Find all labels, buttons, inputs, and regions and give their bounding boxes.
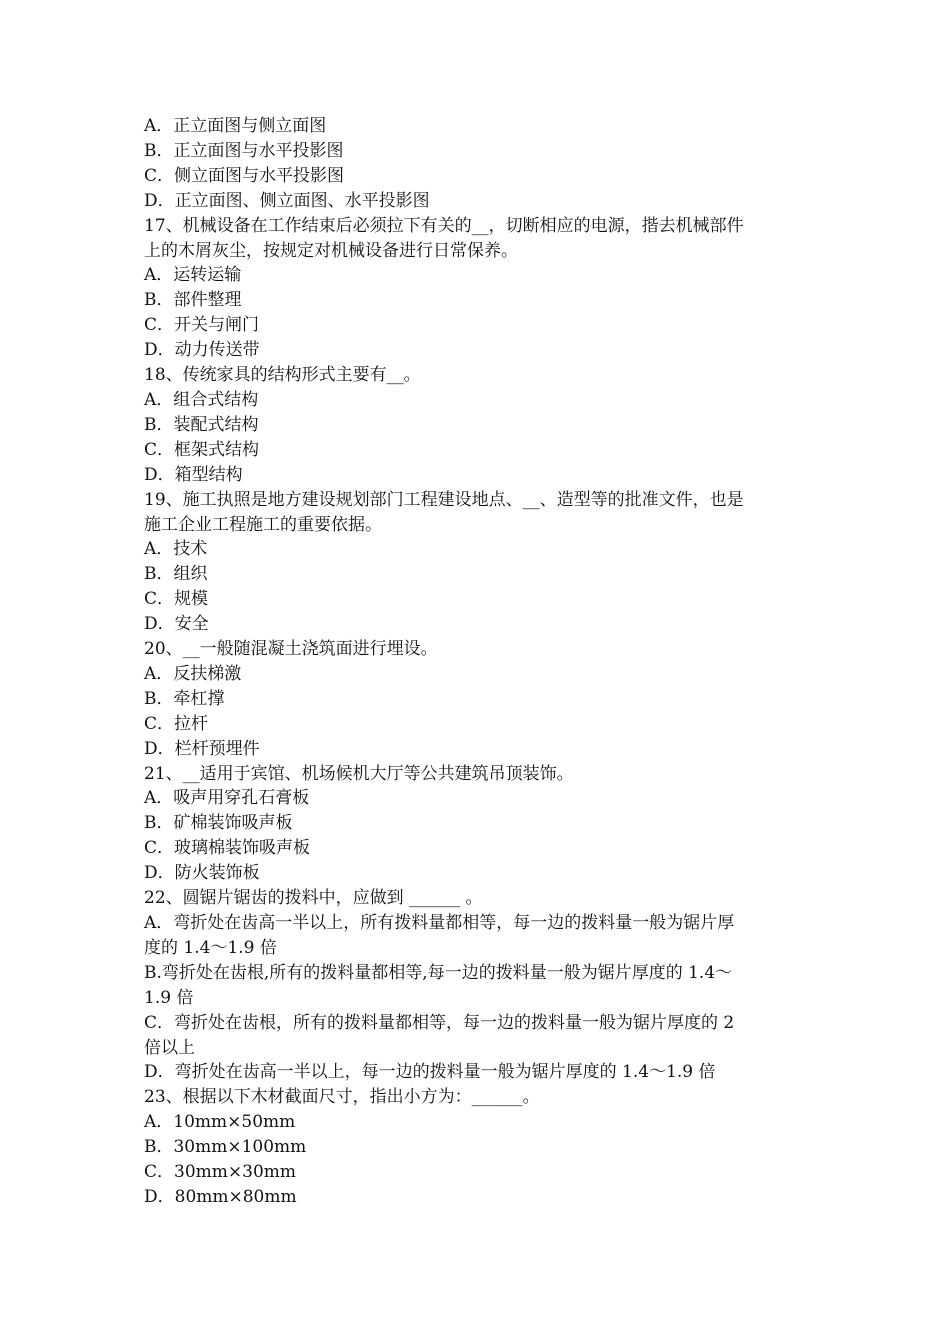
option-b: B．矿棉装饰吸声板 [144, 813, 293, 834]
option-a: A．正立面图与侧立面图 [144, 116, 327, 136]
question-21 [144, 762, 808, 887]
option-a: A．技术 [144, 539, 208, 560]
option-b: B．正立面图与水平投影图 [144, 140, 344, 161]
question-stem-line: 17、机械设备在工作结束后必须拉下有关的__，切断相应的电源，揩去机械部件 [144, 215, 744, 236]
option-b: B．部件整理 [144, 290, 242, 311]
question-17 [144, 214, 808, 363]
option-c: C．规模 [144, 589, 209, 610]
option-c: C．框架式结构 [144, 439, 260, 460]
prev-question-options [144, 114, 808, 214]
option-c: C．拉杆 [144, 713, 209, 734]
option-b: B．组织 [144, 564, 208, 585]
option-d: D．安全 [144, 614, 209, 635]
option-d: D．动力传送带 [144, 340, 260, 361]
option-a: A．组合式结构 [144, 389, 259, 410]
option-c-line: 倍以上 [144, 1037, 195, 1058]
option-b: B．装配式结构 [144, 414, 259, 435]
question-20 [144, 637, 808, 762]
question-stem-line: 19、施工执照是地方建设规划部门工程建设地点、__、造型等的批准文件，也是 [144, 489, 744, 510]
question-stem-line: 施工企业工程施工的重要依据。 [144, 514, 382, 535]
option-b-line: 1.9 倍 [144, 987, 194, 1008]
option-d: D．箱型结构 [144, 464, 243, 485]
question-19 [144, 488, 808, 637]
option-d: D．80mm×80mm [144, 1186, 297, 1207]
option-b: B．牵杠撑 [144, 688, 225, 709]
question-stem-line: 20、__一般随混凝土浇筑面进行埋设。 [144, 639, 438, 660]
option-a: A．吸声用穿孔石膏板 [144, 788, 310, 809]
option-d: D．弯折处在齿高一半以上，每一边的拨料量一般为锯片厚度的 1.4～1.9 倍 [144, 1062, 716, 1083]
option-d: D．正立面图、侧立面图、水平投影图 [144, 190, 430, 211]
question-stem-line: 23、根据以下木材截面尺寸，指出小方为：______。 [144, 1087, 540, 1108]
option-b-line: B.弯折处在齿根,所有的拨料量都相等,每一边的拨料量一般为锯片厚度的 1.4～ [144, 962, 733, 983]
option-c: C．30mm×30mm [144, 1162, 296, 1183]
question-stem-line: 22、圆锯片锯齿的拨料中，应做到 ______ 。 [144, 888, 483, 909]
exam-content [144, 114, 808, 1210]
option-c: C．玻璃棉装饰吸声板 [144, 838, 311, 859]
question-22 [144, 886, 808, 1085]
option-a: A．运转运输 [144, 265, 242, 286]
option-b: B．30mm×100mm [144, 1137, 307, 1158]
question-stem-line: 18、传统家具的结构形式主要有__。 [144, 365, 421, 386]
question-stem-line: 21、__适用于宾馆、机场候机大厅等公共建筑吊顶装饰。 [144, 763, 574, 784]
option-a-line: A．弯折处在齿高一半以上，所有拨料量都相等，每一边的拨料量一般为锯片厚 [144, 913, 735, 933]
option-c-line: C．弯折处在齿根，所有的拨料量都相等，每一边的拨料量一般为锯片厚度的 2 [144, 1012, 735, 1033]
option-a: A．10mm×50mm [144, 1112, 296, 1133]
question-23 [144, 1085, 808, 1210]
option-a-line: 度的 1.4～1.9 倍 [144, 937, 277, 958]
option-a: A．反扶梯激 [144, 663, 242, 684]
option-c: C．侧立面图与水平投影图 [144, 165, 345, 186]
option-d: D．防火装饰板 [144, 863, 260, 884]
option-d: D．栏杆预埋件 [144, 738, 260, 759]
question-stem-line: 上的木屑灰尘，按规定对机械设备进行日常保养。 [144, 240, 518, 261]
option-c: C．开关与闸门 [144, 315, 260, 336]
question-18 [144, 363, 808, 488]
